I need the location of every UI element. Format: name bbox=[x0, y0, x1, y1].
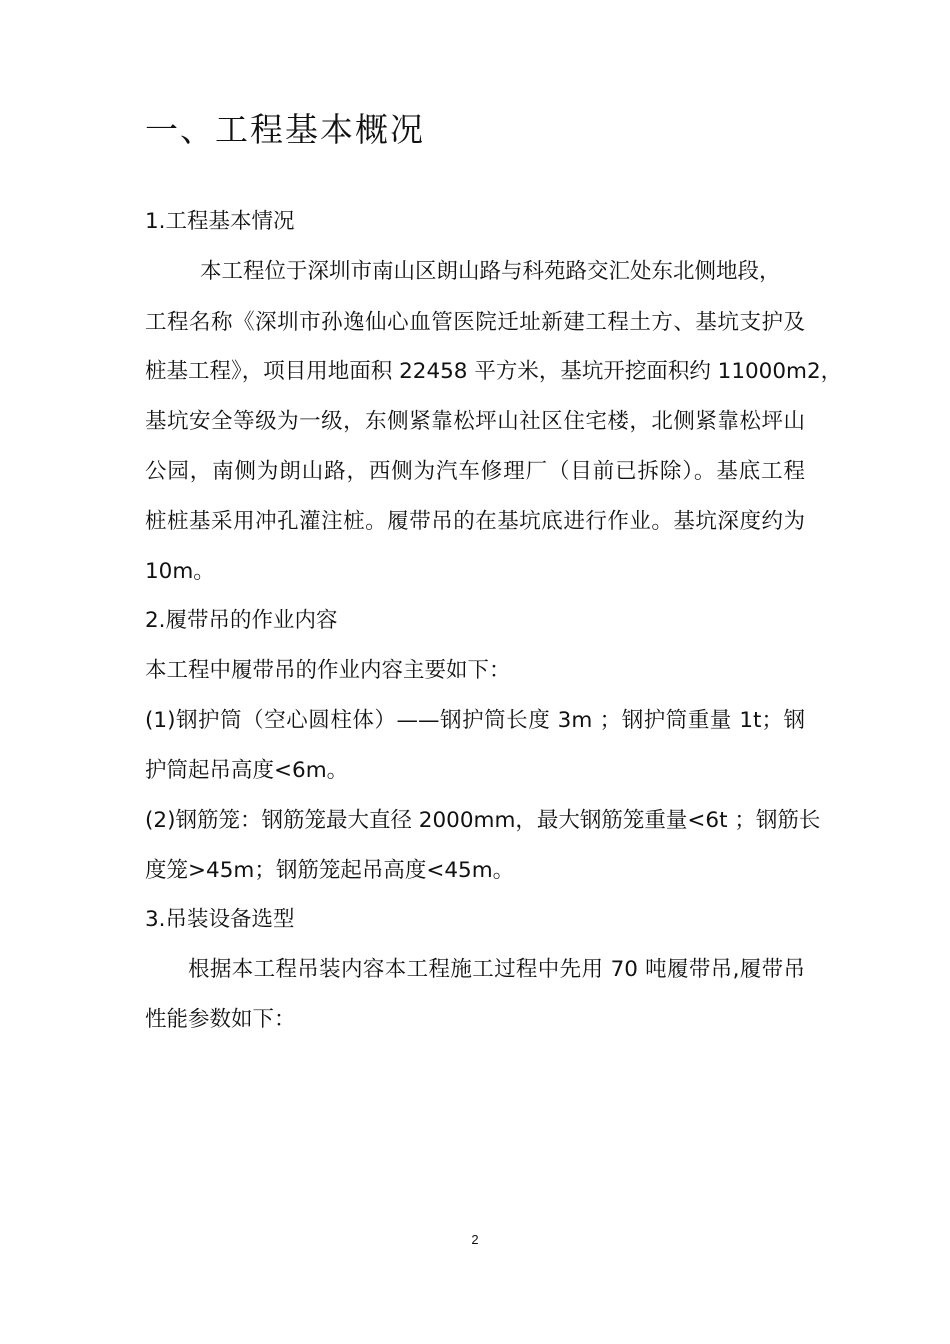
section-heading: 2.履带吊的作业内容 bbox=[145, 608, 338, 633]
paragraph-line: 基坑安全等级为一级，东侧紧靠松坪山社区住宅楼，北侧紧靠松坪山 bbox=[145, 409, 805, 434]
list-item-line: (1)钢护筒（空心圆柱体）——钢护筒长度 3m ；钢护筒重量 1t；钢 bbox=[145, 708, 805, 733]
list-item-line: 度笼>45m；钢筋笼起吊高度<45m。 bbox=[145, 858, 515, 883]
paragraph-line: 本工程中履带吊的作业内容主要如下： bbox=[145, 658, 511, 683]
section-heading: 3.吊装设备选型 bbox=[145, 907, 295, 932]
paragraph-line: 桩基工程》，项目用地面积 22458 平方米，基坑开挖面积约 11000m2， bbox=[145, 359, 843, 384]
paragraph-line: 根据本工程吊装内容本工程施工过程中先用 70 吨履带吊,履带吊 bbox=[188, 957, 805, 982]
section-heading: 1.工程基本情况 bbox=[145, 209, 295, 234]
list-item-line: (2)钢筋笼：钢筋笼最大直径 2000mm，最大钢筋笼重量<6t ；钢筋长 bbox=[145, 808, 821, 833]
paragraph-line: 10m。 bbox=[145, 559, 215, 584]
paragraph-line: 工程名称《深圳市孙逸仙心血管医院迁址新建工程土方、基坑支护及 bbox=[145, 310, 805, 335]
page-title: 一、工程基本概况 bbox=[145, 110, 425, 149]
paragraph-line: 本工程位于深圳市南山区朗山路与科苑路交汇处东北侧地段， bbox=[200, 259, 781, 284]
list-item-line: 护筒起吊高度<6m。 bbox=[145, 758, 349, 783]
paragraph-line: 公园，南侧为朗山路，西侧为汽车修理厂（目前已拆除）。基底工程 bbox=[145, 459, 805, 484]
paragraph-line: 桩桩基采用冲孔灌注桩。履带吊的在基坑底进行作业。基坑深度约为 bbox=[145, 509, 805, 534]
page-number: 2 bbox=[471, 1232, 479, 1247]
paragraph-line: 性能参数如下： bbox=[145, 1007, 296, 1032]
